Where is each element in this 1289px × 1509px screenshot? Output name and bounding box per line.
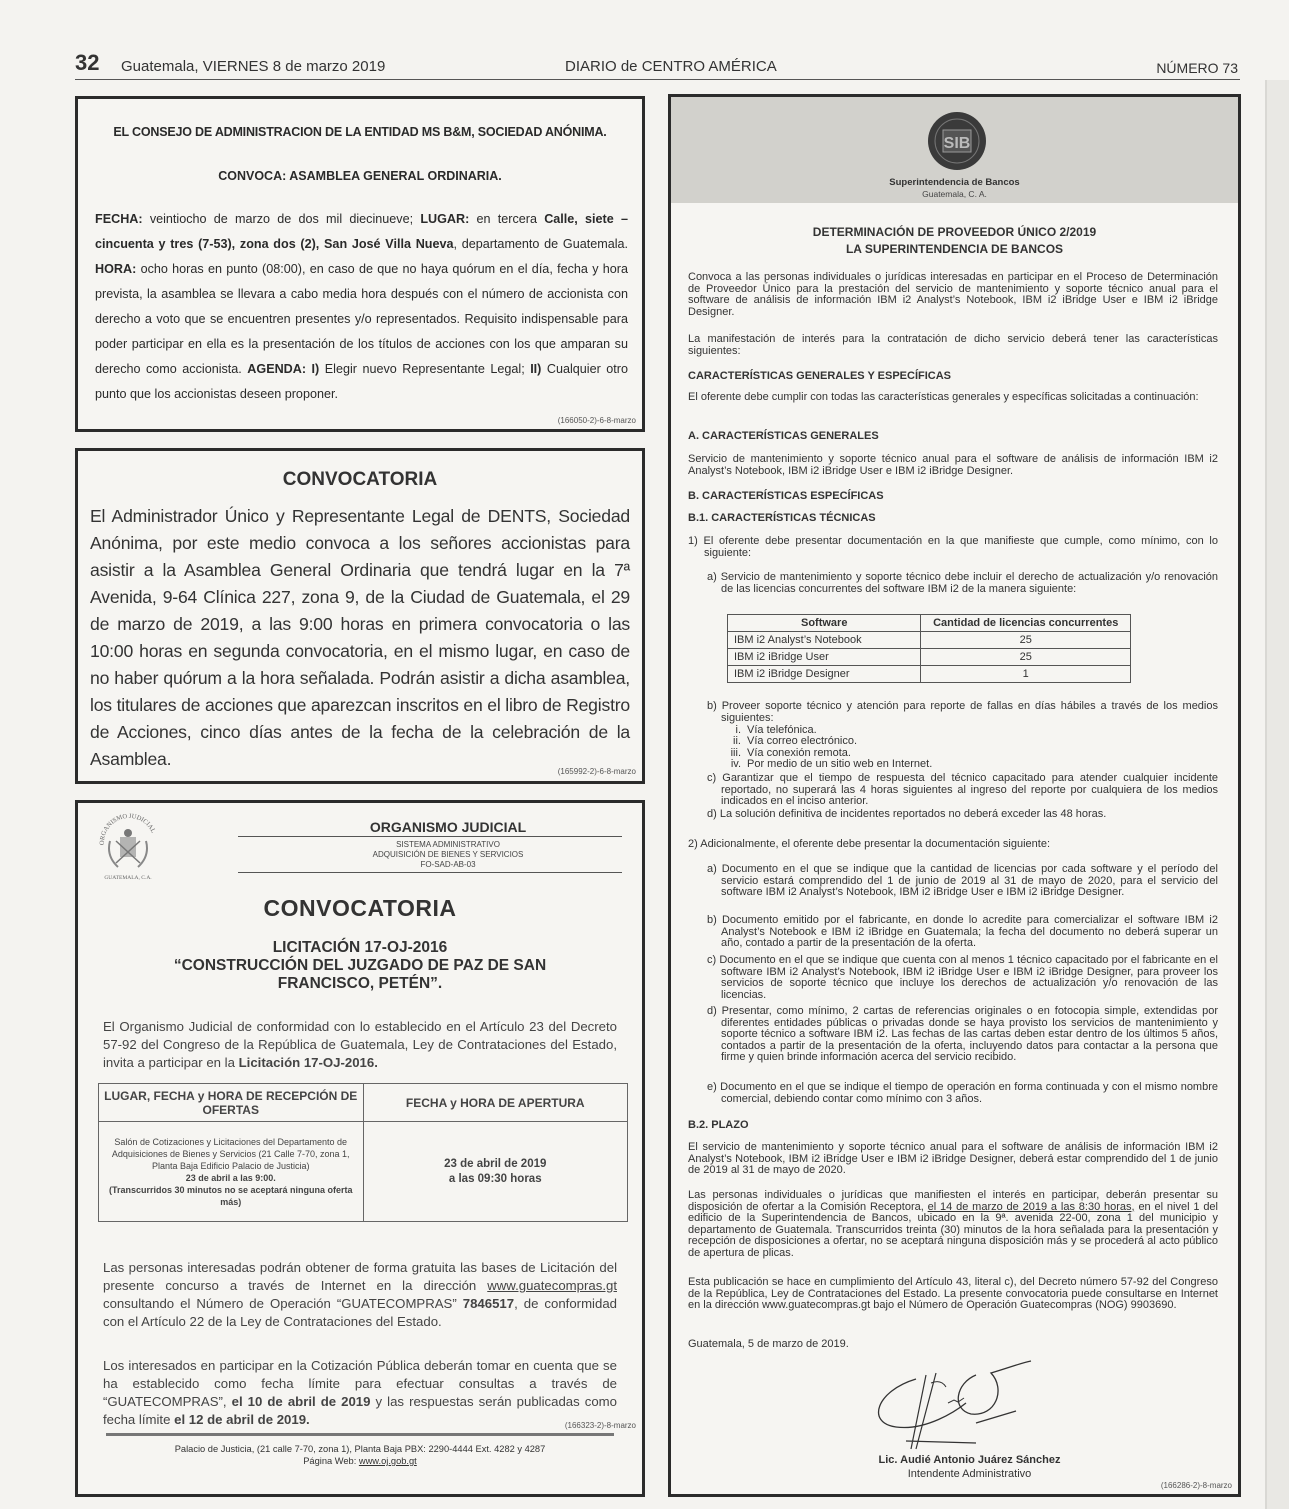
notice-superintendencia-bancos	[668, 94, 1241, 1497]
signature-icon	[856, 1359, 1046, 1451]
issue-number: NÚMERO 73	[1156, 60, 1238, 76]
notice-organismo-judicial	[75, 800, 645, 1497]
requirement-1d: d) La solución definitiva de incidentes reportados no deberá exceder las 48 horas.	[707, 808, 1107, 820]
signatory-name: Lic. Audié Antonio Juárez Sánchez	[878, 1454, 1061, 1466]
bases-text: Las personas interesadas podrán obtener de forma gratuita las bases de Licitación del presente concurso a través de Internet en la dirección	[103, 1260, 617, 1293]
deadline-paragraph	[103, 1357, 617, 1429]
requirement-1: 1) El oferente debe presentar documentación en la que manifieste que cumple, como mínimo, con lo siguiente:	[688, 535, 1218, 559]
opening-header: FECHA y HORA DE APERTURA	[363, 1084, 628, 1122]
requirement-2d: d) Presentar, como mínimo, 2 cartas de referencias originales o en fotocopia simple, extendidas por diferentes entidades públicas o privadas donde se haya provisto los servicios de mantenimiento y soporte técnico a software IBM i2. Las fechas de las cartas deben estar dentro de los últimos 5 años, contados a partir de la presentación de la oferta, incluyendo datos para contactar a la persona que firme y quien brinde información acerca del servicio recibido.	[707, 1005, 1218, 1063]
signatory-title: Intendente Administrativo	[907, 1468, 1032, 1480]
seal-text-bottom: GUATEMALA, C.A.	[104, 875, 152, 881]
section-b2-text: El servicio de mantenimiento y soporte técnico anual para el software de análisis de información IBM i2 Analyst’s Notebook, IBM i2 iBridge User e IBM i2 iBridge Designer, deberá estar comprendido del 1 de junio de 2019 al 31 de mayo de 2020.	[688, 1141, 1218, 1176]
section-heading-b1: B.1. CARACTERÍSTICAS TÉCNICAS	[688, 512, 876, 524]
manifest-paragraph: La manifestación de interés para la contratación de dicho servicio deberá tener las características siguientes:	[688, 333, 1218, 357]
reception-cell	[99, 1122, 364, 1222]
requirement-2: 2) Adicionalmente, el oferente debe presentar la documentación siguiente:	[688, 838, 1051, 850]
submission-text: Las personas individuales o jurídicas que manifiesten el interés en participar, deberán presentar su disposición de ofertar a la Comisión Receptora,	[688, 1189, 1218, 1213]
list-text: Vía correo electrónico.	[747, 735, 858, 748]
place-date: Guatemala, 5 de marzo de 2019.	[688, 1338, 849, 1350]
agenda-item-2-label: II)	[530, 362, 542, 376]
intro-paragraph: Convoca a las personas individuales o jurídicas interesadas en participar en el Proceso de Determinación de Proveedor Único para la prestación del servicio de mantenimiento y soporte técnico anual para el software de análisis de información IBM i2 Analyst’s Notebook, IBM i2 iBridge User e IBM i2 iBridge Designer.	[688, 271, 1218, 318]
notice-title: CONVOCATORIA	[263, 895, 457, 921]
section-heading-a: A. CARACTERÍSTICAS GENERALES	[688, 430, 879, 442]
opening-time: a las 09:30 horas	[448, 1172, 542, 1185]
institution-location: Guatemala, C. A.	[922, 189, 987, 199]
submission-text-2: en el nivel 1 del edificio de la Superintendencia de Bancos, ubicado en la 9ª. avenida 22-00, zona 1 del municipio y departamento de Guatemala. Transcurridos treinta (30) minutos de la hora señalada para la presentación y recepción de disposiciones a ofertar, no se aceptará ninguna disposición más y se procederá al acto público de apertura de plicas.	[688, 1200, 1218, 1259]
list-number: i.	[735, 724, 741, 736]
ad-reference: (166286-2)-8-marzo	[1160, 1481, 1232, 1490]
licenses-header: Cantidad de licencias concurrentes	[921, 615, 1131, 632]
bases-text-3: , de conformidad con el Artículo 22 de la Ley de Contrataciones del Estado.	[103, 1296, 617, 1329]
general-specific-text: El oferente debe cumplir con todas las características generales y específicas solicitadas a continuación:	[688, 391, 1199, 403]
hora-text: ocho horas en punto (08:00), en caso de que no haya quórum en el día, fecha y hora prevista, la asamblea se llevara a cabo media hora después con el número de accionista con derecho a voto que se encuentren presentes y/o representados. Requisito indispensable para poder participar en ella es la presentación de los títulos de acciones con los que amparan su derecho como accionista.	[95, 262, 628, 376]
bases-paragraph	[103, 1259, 617, 1331]
reception-note: (Transcurridos 30 minutos no se aceptará ninguna oferta más)	[108, 1184, 353, 1207]
section-a-text: Servicio de mantenimiento y soporte técnico anual para el software de análisis de información IBM i2 Analyst’s Notebook, IBM i2 iBridge User e IBM i2 iBridge Designer.	[688, 453, 1218, 477]
submission-paragraph	[688, 1190, 1218, 1259]
footer-address: Palacio de Justicia, (21 calle 7-70, zona 1), Planta Baja PBX: 2290-4444 Ext. 4282 y 4287	[174, 1444, 546, 1454]
reception-header: LUGAR, FECHA y HORA DE RECEPCIÓN DE OFERTAS	[99, 1084, 364, 1122]
requirement-1b: b) Proveer soporte técnico y atención para reporte de fallas en días hábiles a través de los medios siguientes:	[707, 700, 1218, 724]
ad-reference: (166323-2)-8-marzo	[564, 1421, 636, 1430]
license-count: 25	[921, 649, 1131, 666]
section-heading-b: B. CARACTERÍSTICAS ESPECÍFICAS	[688, 490, 884, 502]
system-name: SISTEMA ADMINISTRATIVO	[396, 840, 500, 849]
divider	[238, 872, 622, 873]
publication-date: Guatemala, VIERNES 8 de marzo 2019	[121, 58, 386, 75]
agenda-item-2: Cualquier otro punto que los accionistas deseen proponer.	[95, 362, 628, 401]
deadline-text: Los interesados en participar en la Cotización Pública deberán tomar en cuenta que se ha establecido como fecha límite para efectuar consultas a través de “GUATECOMPRAS”,	[103, 1358, 617, 1409]
sib-logo-icon	[927, 111, 987, 171]
legal-paragraph: Esta publicación se hace en cumplimiento del Artículo 43, literal c), del Decreto número 57-92 del Congreso de la República, Ley de Contrataciones del Estado. La presente convocatoria puede consultarse en Internet en la dirección www.guatecompras.gt bajo el Número de Operación Guatecompras (NOG) 9903690.	[688, 1276, 1218, 1311]
license-table	[727, 614, 1131, 683]
table-row	[728, 666, 1131, 683]
deadline-text-2: y las respuestas serán publicadas como fecha límite	[103, 1394, 617, 1427]
intro-text: El Organismo Judicial de conformidad con lo establecido en el Artículo 23 del Decreto 57-92 del Congreso de la República de Guatemala, Ley de Contrataciones del Estado, invita a participar en la	[103, 1019, 617, 1070]
fecha-text: veintiocho de marzo de dos mil diecinueve;	[142, 212, 421, 226]
lugar-text: en tercera	[469, 212, 545, 226]
list-text: Vía telefónica.	[747, 724, 817, 736]
footer-divider	[106, 1433, 614, 1436]
agenda-label: AGENDA: I)	[247, 362, 320, 376]
footer-web-label: Página Web:	[303, 1456, 359, 1466]
tender-reference: Licitación 17-OJ-2016.	[238, 1055, 378, 1070]
notice-msbm	[75, 96, 645, 432]
logo-text: SIB	[943, 135, 971, 152]
agenda-item-1: Elegir nuevo Representante Legal;	[319, 362, 531, 376]
hora-label: HORA:	[95, 262, 137, 276]
software-header: Software	[728, 615, 921, 632]
schedule-table	[98, 1083, 628, 1222]
lugar-department: , departamento de Guatemala.	[453, 237, 629, 251]
institution-name: Superintendencia de Bancos	[889, 177, 1020, 188]
lugar-address: Calle, siete – cincuenta y tres (7-53), zona dos (2), San José Villa Nueva	[95, 212, 628, 251]
footer-web-link[interactable]: www.oj.gob.gt	[358, 1456, 417, 1466]
opening-cell	[363, 1122, 628, 1222]
list-number: iii.	[730, 746, 741, 759]
fecha-label: FECHA:	[95, 212, 143, 226]
requirement-2a: a) Documento en el que se indique que la cantidad de licencias por cada software y el período del servicio estará comprendido del 1 de junio de 2019 al 31 de mayo de 2020, para el servicio del software IBM i2 Analyst’s Notebook, IBM i2 iBridge User e IBM i2 iBridge Designer.	[707, 863, 1218, 898]
notice-title	[671, 224, 1238, 258]
notice-body: El Administrador Único y Representante Legal de DENTS, Sociedad Anónima, por este medio convoca a los señores accionistas para asistir a la Asamblea General Ordinaria que tendrá lugar en la 7ª Avenida, 9-64 Clínica 227, zona 9, de la Ciudad de Guatemala, el 29 de marzo de 2019, a las 9:00 horas en primera convocatoria o las 10:00 horas en segunda convocatoria, en el mismo lugar, en caso de no haber quórum a la hora señalada. Podrán asistir a dicha asamblea, los titulares de acciones que aparezcan inscritos en el libro de Registro de Acciones, cinco días antes de la fecha de la celebración de la Asamblea.	[90, 506, 630, 769]
list-number: ii.	[733, 735, 741, 748]
institution-title: LA SUPERINTENDENCIA DE BANCOS	[845, 242, 1064, 256]
list-item	[719, 759, 932, 770]
requirement-1a: a) Servicio de mantenimiento y soporte técnico debe incluir el derecho de actualización y/o renovación de las licencias concurrentes del software IBM i2 de la manera siguiente:	[707, 571, 1218, 595]
notice-title: CONVOCATORIA	[282, 469, 438, 490]
operation-number: 7846517	[462, 1296, 515, 1311]
notice-heading: EL CONSEJO DE ADMINISTRACION DE LA ENTIDAD MS B&M, SOCIEDAD ANÓNIMA.	[113, 125, 607, 139]
table-row	[728, 649, 1131, 666]
support-channels-list	[719, 725, 932, 770]
bases-text-2: consultando el Número de Operación “GUATECOMPRAS”	[103, 1296, 463, 1311]
newspaper-name: DIARIO de CENTRO AMÉRICA	[565, 58, 777, 75]
tender-number: LICITACIÓN 17-OJ-2016	[272, 939, 448, 956]
requirement-2c: c) Documento en el que se indique que cuenta con al menos 1 técnico capacitado por el fabricante en el software IBM i2 Analyst’s Notebook, IBM i2 iBridge User e IBM i2 iBridge Designer, para proveer los servicios de soporte técnico que incluye los derechos de actualización y/o renovación de las licencias.	[707, 954, 1218, 1001]
ad-reference: (166050-2)-6-8-marzo	[557, 416, 636, 425]
tender-title	[78, 939, 642, 993]
license-count: 25	[921, 632, 1131, 649]
divider	[238, 836, 622, 837]
lugar-label: LUGAR:	[420, 212, 470, 226]
footer	[78, 1443, 642, 1467]
software-name: IBM i2 iBridge User	[728, 649, 921, 666]
list-text: Vía conexión remota.	[747, 746, 851, 759]
software-name: IBM i2 iBridge Designer	[728, 666, 921, 683]
guatecompras-link[interactable]: www.guatecompras.gt	[487, 1278, 617, 1293]
organismo-judicial-seal-icon	[96, 811, 160, 881]
seal-text-top: ORGANISMO JUDICIAL	[98, 812, 157, 846]
project-name: “CONSTRUCCIÓN DEL JUZGADO DE PAZ DE SAN FRANCISCO, PETÉN”.	[173, 957, 547, 992]
form-code: FO-SAD-AB-03	[420, 860, 476, 869]
requirement-2e: e) Documento en el que se indique el tiempo de operación en forma continuada y con el mismo nombre comercial, debiendo contar como mínimo con 3 años.	[707, 1081, 1218, 1105]
adjacent-page-edge	[1265, 80, 1289, 1509]
reception-date: 23 de abril a las 9:00.	[185, 1172, 276, 1183]
ad-reference: (165992-2)-6-8-marzo	[557, 767, 636, 776]
process-title: DETERMINACIÓN DE PROVEEDOR ÚNICO 2/2019	[812, 225, 1097, 239]
consult-deadline: el 10 de abril de 2019	[231, 1394, 371, 1409]
reception-place: Salón de Cotizaciones y Licitaciones del Departamento de Adquisiciones de Bienes y Servicios (21 Calle 7-70, zona 1, Planta Baja Edificio Palacio de Justicia)	[111, 1136, 350, 1171]
software-name: IBM i2 Analyst’s Notebook	[728, 632, 921, 649]
notice-body	[95, 207, 628, 407]
requirement-1c: c) Garantizar que el tiempo de respuesta del técnico capacitado para atender cualquier incidente reportado, no superará las 4 horas siguientes al ingreso del reporte por cualquiera de los medios indicados en el inciso anterior.	[707, 772, 1218, 807]
opening-date: 23 de abril de 2019	[444, 1157, 547, 1170]
page-number: 32	[75, 50, 100, 75]
intro-paragraph	[103, 1018, 617, 1072]
list-text: Por medio de un sitio web en Internet.	[747, 757, 933, 770]
section-heading-b2: B.2. PLAZO	[688, 1119, 749, 1131]
requirement-2b: b) Documento emitido por el fabricante, en donde lo acredite para comercializar el software IBM i2 Analyst’s Notebook e IBM i2 iBridge en Guatemala; la fecha del documento no deberá superar un año, contado a partir de la presentación de la oferta.	[707, 914, 1218, 949]
page-header	[75, 52, 1240, 80]
organization-name: ORGANISMO JUDICIAL	[369, 819, 527, 835]
section-heading-general-specific: CARACTERÍSTICAS GENERALES Y ESPECÍFICAS	[688, 370, 952, 382]
answer-deadline: el 12 de abril de 2019.	[174, 1412, 310, 1427]
department-name: ADQUISICIÓN DE BIENES Y SERVICIOS	[372, 850, 524, 859]
list-number: iv.	[730, 757, 741, 770]
license-count: 1	[921, 666, 1131, 683]
submission-date: el 14 de marzo de 2019 a las 8:30 horas,	[927, 1200, 1135, 1213]
notice-dents	[75, 448, 645, 784]
table-row	[728, 632, 1131, 649]
notice-subheading: CONVOCA: ASAMBLEA GENERAL ORDINARIA.	[218, 169, 502, 183]
